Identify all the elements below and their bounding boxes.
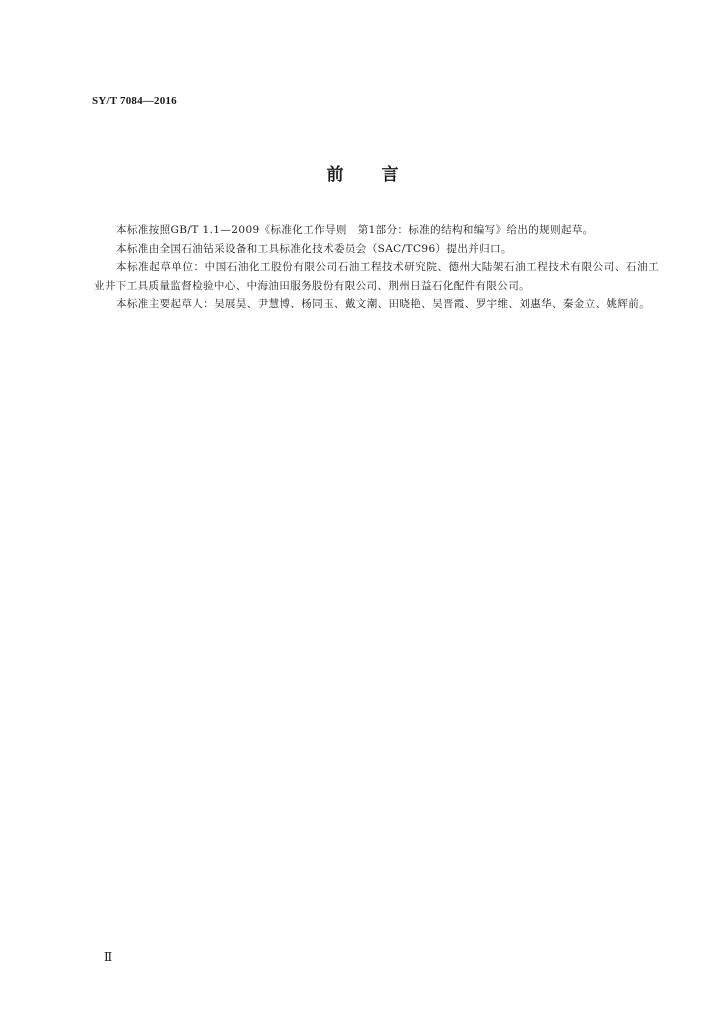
title-char-1: 前	[326, 165, 344, 185]
standard-code-header: SY/T 7084—2016	[92, 95, 177, 107]
section-title	[0, 160, 725, 185]
paragraph-drafters: 本标准主要起草人：吴展昊、尹慧博、杨同玉、戴文潮、田晓艳、吴晋霞、罗宇维、刘惠华、秦金立、姚辉前。	[116, 298, 651, 310]
paragraph-proposer: 本标准由全国石油钻采设备和工具标准化技术委员会（SAC/TC96）提出并归口。	[116, 242, 512, 255]
paragraph-drafting-rules: 本标准按照GB/T 1.1—2009《标准化工作导则 第1部分：标准的结构和编写》给出的规则起草。	[116, 224, 594, 236]
title-char-2: 言	[381, 165, 399, 185]
paragraph-drafting-units: 本标准起草单位：中国石油化工股份有限公司石油工程技术研究院、德州大陆架石油工程技术有限公司、石油工业井下工具质量监督检验中心、中海油田服务股份有限公司、荆州日益石化配件有限公司。	[94, 261, 659, 292]
page-number: Ⅱ	[104, 950, 113, 964]
foreword-body	[94, 221, 659, 314]
